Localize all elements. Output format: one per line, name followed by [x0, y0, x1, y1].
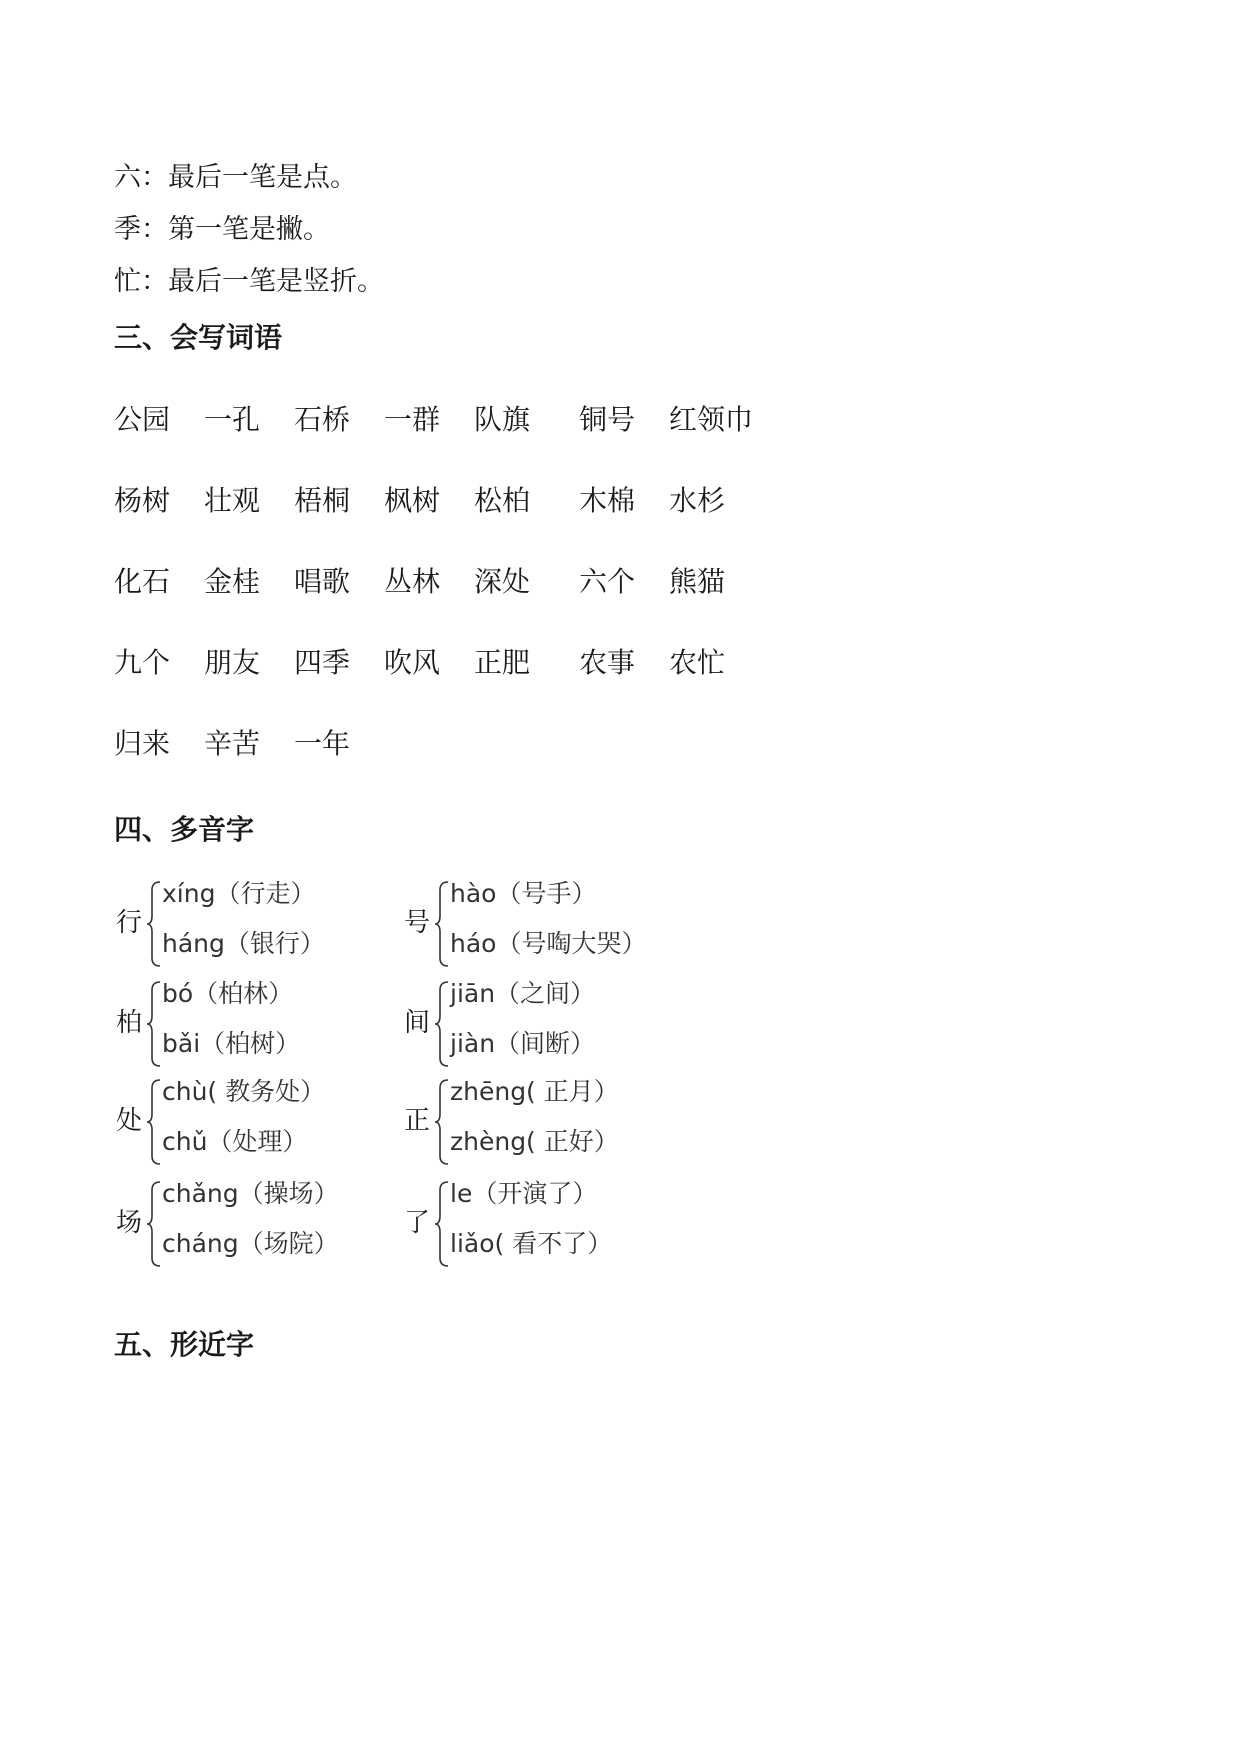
pinyin-reading: háng（银行） — [162, 929, 325, 958]
brace-icon — [434, 980, 450, 1068]
vocab-word: 石桥 — [294, 403, 351, 436]
brace-icon — [146, 1180, 162, 1268]
brace-icon — [434, 1180, 450, 1268]
pinyin-reading: liǎo( 看不了） — [450, 1229, 613, 1258]
brace-icon — [146, 1078, 162, 1166]
pinyin-reading: háo（号啕大哭） — [450, 929, 647, 958]
brace-icon — [434, 880, 450, 968]
vocab-word: 枫树 — [384, 484, 441, 517]
polyphone-char: 柏 — [116, 1008, 143, 1038]
polyphone-entry — [404, 976, 684, 1072]
polyphone-entry — [116, 1176, 396, 1272]
vocab-word: 深处 — [474, 565, 531, 598]
vocab-word: 一群 — [384, 403, 441, 436]
vocab-word: 队旗 — [474, 403, 531, 436]
section-heading-words: 三、会写词语 — [114, 321, 283, 354]
vocab-word: 六个 — [579, 565, 636, 598]
vocab-word: 木棉 — [579, 484, 636, 517]
vocab-word: 化石 — [114, 565, 171, 598]
vocab-word: 唱歌 — [294, 565, 351, 598]
vocab-word: 熊猫 — [669, 565, 726, 598]
vocab-word: 丛林 — [384, 565, 441, 598]
polyphone-char: 场 — [116, 1208, 143, 1238]
section-heading-similar-chars: 五、形近字 — [114, 1328, 255, 1361]
polyphone-char: 行 — [116, 908, 143, 938]
vocab-word: 公园 — [114, 403, 171, 436]
brace-icon — [146, 980, 162, 1068]
pinyin-reading: le（开演了） — [450, 1179, 598, 1208]
vocab-word: 农事 — [579, 646, 636, 679]
pinyin-reading: hào（号手） — [450, 879, 597, 908]
vocab-word: 农忙 — [669, 646, 726, 679]
polyphone-char: 正 — [404, 1106, 431, 1136]
polyphone-char: 处 — [116, 1106, 143, 1136]
polyphone-char: 间 — [404, 1008, 431, 1038]
vocab-word: 正肥 — [474, 646, 531, 679]
polyphone-entry — [116, 1074, 396, 1170]
vocab-word: 一孔 — [204, 403, 261, 436]
pinyin-reading: chǔ（处理） — [162, 1127, 308, 1156]
polyphone-char: 号 — [404, 908, 431, 938]
vocab-word: 松柏 — [474, 484, 531, 517]
vocab-word: 红领巾 — [669, 403, 754, 436]
pinyin-reading: bǎi（柏树） — [162, 1029, 301, 1058]
pinyin-reading: xíng（行走） — [162, 879, 316, 908]
vocab-word: 金桂 — [204, 565, 261, 598]
polyphone-char: 了 — [404, 1208, 431, 1238]
vocab-word: 壮观 — [204, 484, 261, 517]
pinyin-reading: cháng（场院） — [162, 1229, 339, 1258]
polyphone-entry — [116, 976, 396, 1072]
vocab-word: 归来 — [114, 727, 171, 760]
vocab-word: 杨树 — [114, 484, 171, 517]
stroke-note: 忙：最后一笔是竖折。 — [114, 266, 384, 297]
pinyin-reading: zhèng( 正好） — [450, 1127, 619, 1156]
vocab-word: 朋友 — [204, 646, 261, 679]
pinyin-reading: zhēng( 正月） — [450, 1077, 619, 1106]
section-heading-polyphones: 四、多音字 — [114, 813, 255, 846]
pinyin-reading: jiàn（间断） — [450, 1029, 596, 1058]
vocab-word: 九个 — [114, 646, 171, 679]
pinyin-reading: chǎng（操场） — [162, 1179, 339, 1208]
polyphone-entry — [404, 876, 684, 972]
vocab-word: 水杉 — [669, 484, 726, 517]
polyphone-entry — [116, 876, 396, 972]
vocab-word: 四季 — [294, 646, 351, 679]
pinyin-reading: bó（柏林） — [162, 979, 294, 1008]
stroke-note: 六：最后一笔是点。 — [114, 162, 357, 193]
polyphone-entry — [404, 1074, 684, 1170]
brace-icon — [434, 1078, 450, 1166]
vocab-word: 铜号 — [579, 403, 636, 436]
polyphone-entry — [404, 1176, 684, 1272]
pinyin-reading: chù( 教务处） — [162, 1077, 326, 1106]
brace-icon — [146, 880, 162, 968]
vocab-word: 梧桐 — [294, 484, 351, 517]
vocab-word: 辛苦 — [204, 727, 261, 760]
vocab-word: 一年 — [294, 727, 351, 760]
vocab-word: 吹风 — [384, 646, 441, 679]
stroke-note: 季：第一笔是撇。 — [114, 214, 330, 245]
pinyin-reading: jiān（之间） — [450, 979, 596, 1008]
